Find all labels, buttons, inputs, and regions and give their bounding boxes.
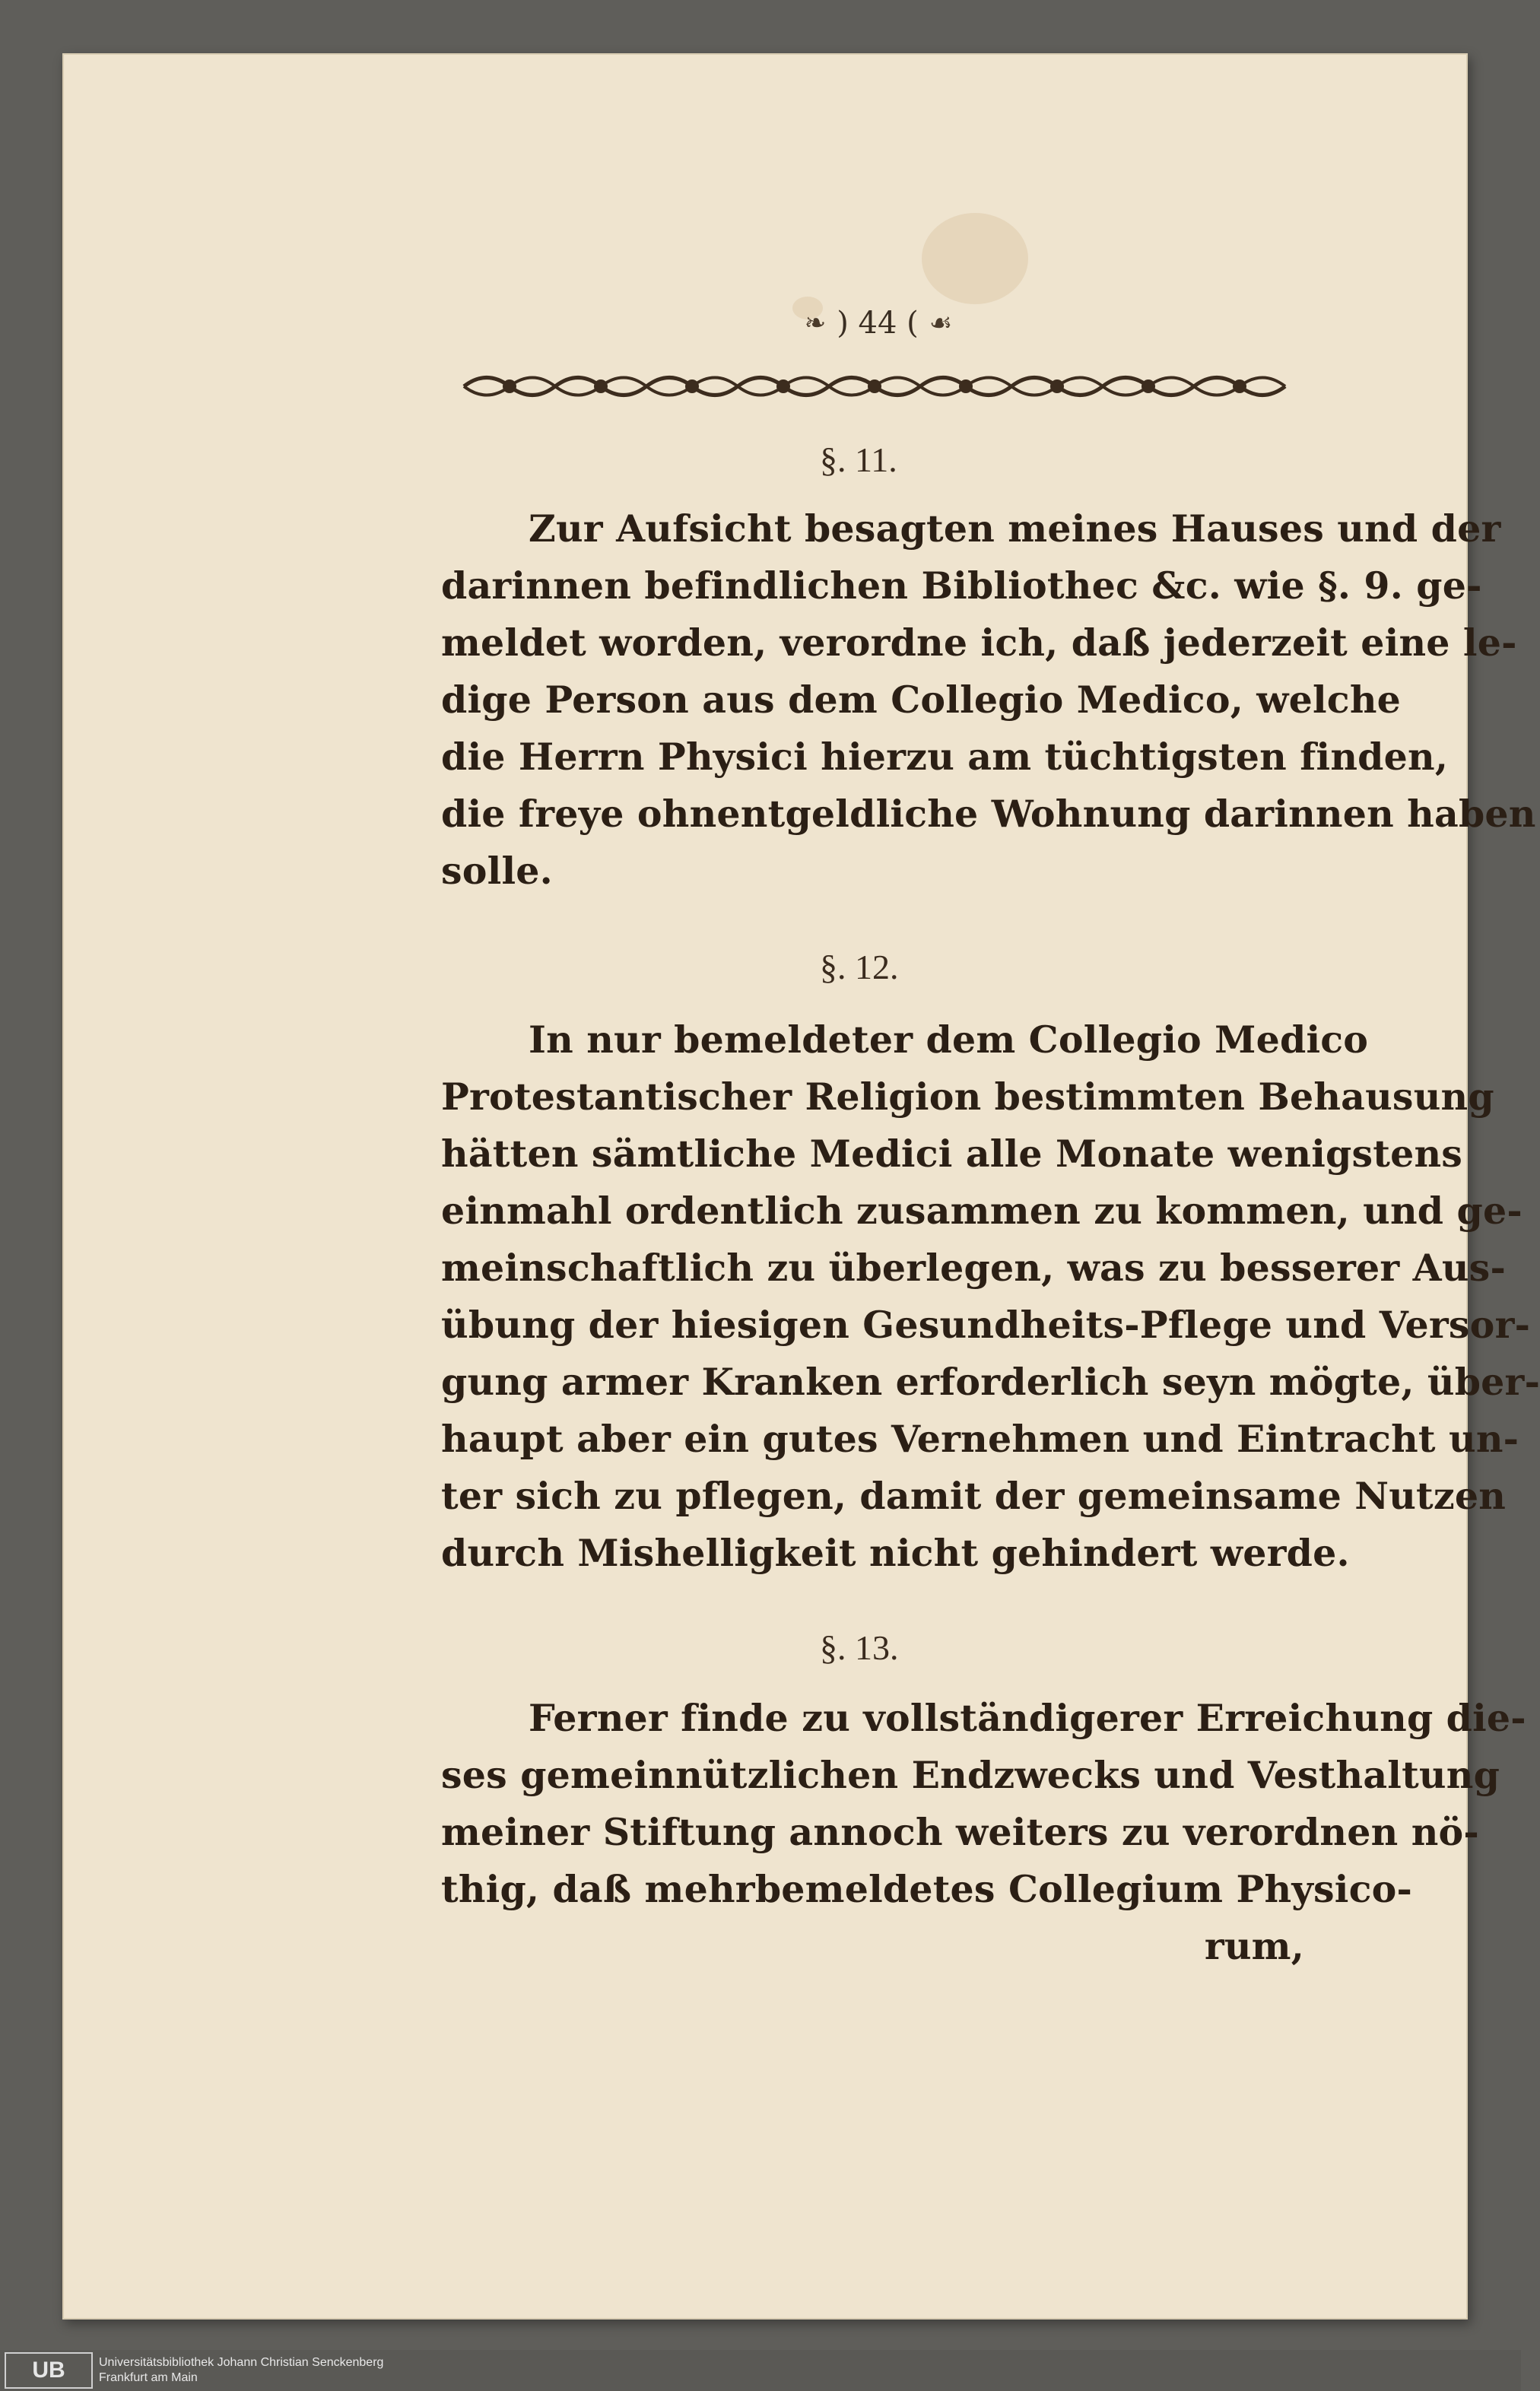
text-line: ses gemeinnützlichen Endzwecks und Vesthaltung xyxy=(441,1753,1500,1797)
fleuron-right-icon: ☙ xyxy=(929,308,953,338)
text-line: haupt aber ein gutes Vernehmen und Eintracht un- xyxy=(441,1417,1519,1461)
catchword: rum, xyxy=(1204,1924,1304,1968)
text-line: gung armer Kranken erforderlich seyn mögte, über- xyxy=(441,1360,1540,1404)
text-line: thig, daß mehrbemeldetes Collegium Physico- xyxy=(441,1867,1413,1911)
text-line: meiner Stiftung annoch weiters zu verordnen nö- xyxy=(441,1810,1479,1854)
institution-line: Frankfurt am Main xyxy=(99,2371,198,2384)
text-line: hätten sämtliche Medici alle Monate wenigstens xyxy=(441,1132,1463,1176)
text-line: darinnen befindlichen Bibliothec &c. wie §. 9. ge- xyxy=(441,564,1482,608)
paper-stain xyxy=(922,213,1028,304)
page-header xyxy=(776,300,981,346)
text-line: einmahl ordentlich zusammen zu kommen, und ge- xyxy=(441,1189,1523,1233)
text-line: durch Mishelligkeit nicht gehindert werde. xyxy=(441,1531,1350,1575)
text-line: meinschaftlich zu überlegen, was zu besserer Aus- xyxy=(441,1246,1506,1290)
institution-credit xyxy=(99,2355,383,2386)
ornamental-border xyxy=(456,365,1300,408)
fleuron-left-icon: ❧ xyxy=(804,308,827,338)
text-line: In nur bemeldeter dem Collegio Medico xyxy=(529,1018,1369,1062)
text-line: übung der hiesigen Gesundheits-Pflege und Versor- xyxy=(441,1303,1531,1347)
page-number: ) 44 ( xyxy=(837,306,919,341)
text-line: ter sich zu pflegen, damit der gemeinsame Nutzen xyxy=(441,1474,1507,1518)
section-body-13 xyxy=(441,1690,1526,1975)
ub-logo: UB xyxy=(5,2352,93,2389)
text-line: solle. xyxy=(441,849,553,893)
text-line: dige Person aus dem Collegio Medico, welche xyxy=(441,678,1402,722)
institution-line: Universitätsbibliothek Johann Christian Senckenberg xyxy=(99,2356,384,2369)
section-heading-13: §. 13. xyxy=(820,1628,899,1667)
text-line: Protestantischer Religion bestimmten Behausung xyxy=(441,1075,1494,1119)
library-footer xyxy=(0,2350,1521,2391)
section-heading-12: §. 12. xyxy=(820,948,899,986)
text-line: die freye ohnentgeldliche Wohnung darinnen haben xyxy=(441,792,1536,836)
text-line: die Herrn Physici hierzu am tüchtigsten finden, xyxy=(441,735,1449,779)
text-line: meldet worden, verordne ich, daß jederzeit eine le- xyxy=(441,621,1517,665)
section-body-11 xyxy=(441,500,1536,900)
section-body-12 xyxy=(441,1011,1540,1582)
text-line: Ferner finde zu vollständigerer Erreichung die- xyxy=(529,1696,1526,1740)
section-heading-11: §. 11. xyxy=(820,440,897,479)
text-line: Zur Aufsicht besagten meines Hauses und der xyxy=(529,506,1501,551)
